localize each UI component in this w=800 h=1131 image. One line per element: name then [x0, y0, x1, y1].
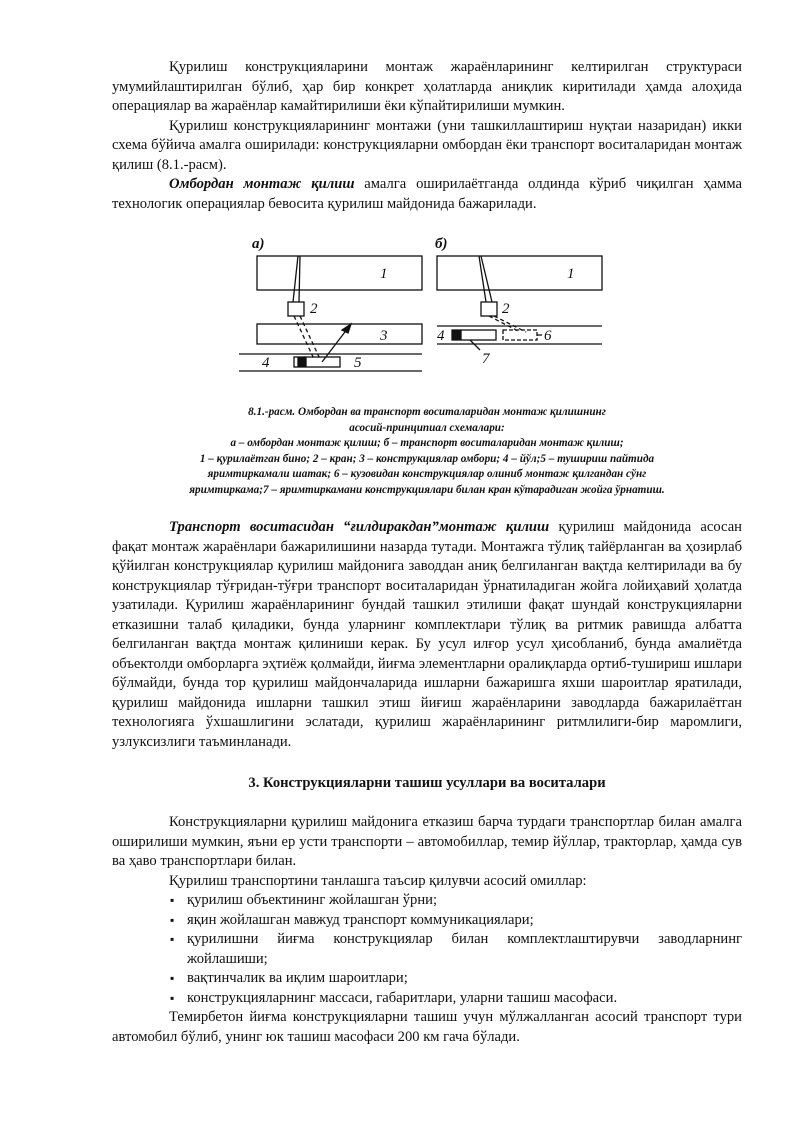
bullet-icon: ▪	[170, 912, 175, 927]
figure-caption	[112, 405, 742, 498]
caption-line: яримтиркама;7 – яримтиркамани конструкциялари билан кран кўтарадиган жойга ўрнатиш.	[189, 483, 665, 496]
figure-num-4a: 4	[262, 355, 270, 371]
figure-num-2a: 2	[310, 301, 318, 317]
figure-num-6b: 6	[544, 328, 552, 344]
paragraph-6: Қурилиш транспортини танлашга таъсир қилувчи асосий омиллар:	[169, 872, 587, 889]
list-item: ▪ конструкцияларнинг массаси, габаритлари, уларни ташиш масофаси.	[112, 989, 742, 1009]
document-page	[112, 58, 742, 1047]
section-heading: 3. Конструкцияларни ташиш усуллари ва воситалари	[248, 775, 606, 791]
paragraph-5: Конструкцияларни қурилиш майдонига етказиш барча турдаги транспортлар билан амалга оширилиши мумкин, яъни ер усти транспорти – автомобиллар, темир йўллар, тракторлар, ҳамда сув ва ҳаво транспортлари билан.	[112, 814, 742, 869]
list-item: ▪ қурилиш объектининг жойлашган ўрни;	[112, 891, 742, 911]
figure-num-2b: 2	[502, 301, 510, 317]
warehouse-a	[257, 324, 422, 344]
paragraph-4-text: қурилиш майдонида асосан фақат монтаж жараёнлари бажарилишини назарда тутади. Монтажга тўлиқ тайёрланган ва ҳозирлаб қўйилган конструкциялар қурилиш майдонига заводдан аниқ белгиланган вақтда келтирилади ва бу конструкциялар тўғридан-тўғри транспорт воситаларидан ўрнатиладиган жойга лойиҳавий ҳолатда узатилади. Қурилиш жараёнларининг бундай ташкил этилиши фақат шундай конструкцияларни етказишни талаб қиладики, бунда уларнинг комплектлари тўлиқ ва ритмик равишда албатта белгиланган вақтда монтаж қилиниши керак. Бу усул илғор усул ҳисобланиб, бунда амалиётда объектолди омборларга эҳтиёж қолмайди, йиғма элементларни оралиқларда ортиб-тушириш ишлари бўлмайди, бунда тор қурилиш майдончаларида ишларни бажаришга яхши шароитлар яратилади, қурилиш майдонида ишларни ташкил этиш йиғиш жараёнларини заводларда бажарилаётган технологияга ўхшашлигини эслатади, қурилиш жараёнларининг ритмлилиги-бир маромлиги, узлуксизлиги таъминланади.	[112, 519, 742, 750]
figure-num-7b: 7	[482, 351, 490, 367]
caption-line: асосий-принципиал схемалари:	[349, 421, 505, 434]
figure-label-a: а)	[252, 236, 265, 252]
list-item: ▪ вақтинчалик ва иқлим шароитлари;	[112, 969, 742, 989]
paragraph-7: Темирбетон йиғма конструкцияларни ташиш учун мўлжалланган асосий транспорт тури автомобил бўлиб, унинг юк ташиш масофаси 200 км гача бўлади.	[112, 1009, 742, 1045]
paragraph-4-lead: Транспорт воситасидан “ғилдиракдан”монтаж қилиш	[169, 519, 550, 535]
figure-diagram	[112, 234, 742, 399]
caption-line: яримтиркамали шатак; 6 – кузовидан конструкциялар олиниб монтаж қилгандан сўнг	[207, 468, 647, 480]
paragraph-2: Қурилиш конструкцияларининг монтажи (уни ташкиллаштириш нуқтаи назаридан) икки схема бўйича амалга оширилади: конструкцияларни омбордан ёки транспорт воситаларидан монтаж қилиш (8.1.-расм).	[112, 117, 742, 173]
bullet-icon: ▪	[170, 932, 175, 946]
list-item: ▪ қурилишни йиғма конструкциялар билан комплектлаштирувчи заводларнинг жойлашиши;	[170, 931, 742, 967]
caption-line: 1 – қурилаётган бино; 2 – кран; 3 – конструкциялар омбори; 4 – йўл;5 – тушириш пайтида	[199, 452, 655, 465]
caption-line: а – омбордан монтаж қилиш; б – транспорт воситаларидан монтаж қилиш;	[230, 437, 624, 449]
figure-8-1	[112, 234, 742, 399]
paragraph-1: Қурилиш конструкцияларини монтаж жараёнларининг келтирилган структураси умумийлаштирилган бўлиб, ҳар бир конкрет ҳолатларда аниқлик киритилади ҳамда алоҳида операциялар ва жараёнлар камайтирилиши ёки кўпайтирилиши мумкин.	[112, 59, 742, 114]
figure-num-1b: 1	[567, 266, 575, 282]
paragraph-4	[112, 518, 742, 752]
paragraph-3-text: амалга оширилаётганда олдинда кўриб чиқилган ҳамма технологик операциялар бевосита қурилиш майдонида бажарилади.	[112, 176, 743, 212]
paragraph-3-lead: Омбордан монтаж қилиш	[169, 176, 355, 192]
building-a	[257, 256, 422, 290]
trailer-b2	[503, 330, 537, 340]
list-item: ▪ яқин жойлашган мавжуд транспорт коммуникациялари;	[112, 911, 742, 931]
crane-b	[481, 302, 497, 316]
bullet-icon: ▪	[170, 893, 175, 907]
paragraph-3	[112, 175, 742, 214]
factors-list	[112, 891, 742, 1008]
bullet-icon: ▪	[170, 971, 175, 985]
crane-a	[288, 302, 304, 316]
building-b	[437, 256, 602, 290]
figure-label-b: б)	[435, 236, 448, 252]
figure-num-1a: 1	[380, 266, 388, 282]
caption-line: 8.1.-расм. Омбордан ва транспорт воситаларидан монтаж қилишнинг	[248, 406, 606, 418]
bullet-icon: ▪	[170, 990, 175, 1005]
figure-num-3a: 3	[380, 328, 388, 344]
figure-num-4b: 4	[437, 328, 445, 344]
figure-num-5a: 5	[354, 355, 362, 371]
